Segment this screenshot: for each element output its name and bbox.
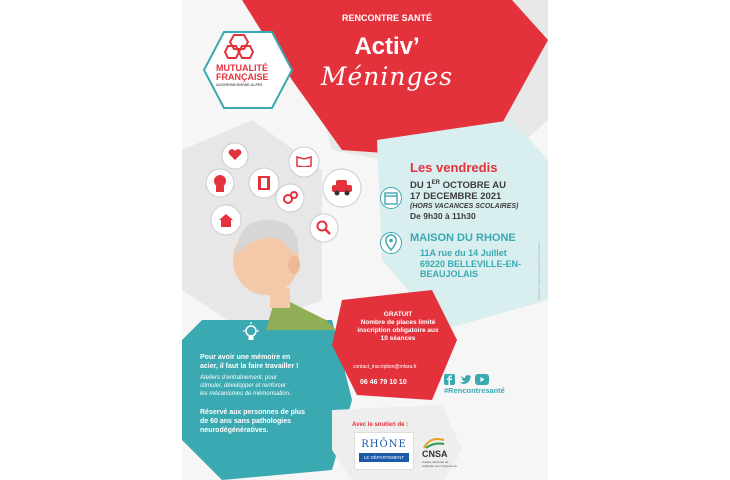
headline-line1: Pour avoir une mémoire en <box>200 354 291 361</box>
youtube-icon[interactable] <box>475 374 489 385</box>
cnsa-logo <box>418 436 474 470</box>
left-panel-text <box>200 353 335 435</box>
logo-line3: AUVERGNE-RHÔNE-ALPES <box>216 83 263 87</box>
film-icon <box>256 175 272 191</box>
cnsa-swoosh-icon <box>422 436 446 450</box>
senior-man-illustration <box>216 210 336 330</box>
book-icon <box>296 155 312 167</box>
headline-line2: acier, il faut la faire travailler ! <box>200 363 299 370</box>
rhone-subtitle: LE DÉPARTEMENT <box>359 453 409 462</box>
side-fine-print: Mutualité Française Auvergne-Rhône-Alpes <box>537 241 541 300</box>
cnsa-subtitle-line1: Caisse nationale de <box>422 460 449 464</box>
car-icon <box>330 178 354 196</box>
date-from: DU 1 <box>410 180 432 192</box>
pricing-info <box>344 311 452 343</box>
date-line3: (HORS VACANCES SCOLAIRES) <box>410 203 519 211</box>
lightbulb-icon <box>242 322 260 344</box>
social-icons <box>444 374 498 386</box>
event-dates <box>410 178 518 222</box>
date-line1 <box>410 178 518 191</box>
venue-name: MAISON DU RHONE <box>410 232 516 244</box>
audience-line3: neurodégénératives. <box>200 427 269 434</box>
audience-line2: de 60 ans sans pathologies <box>200 418 292 425</box>
twitter-icon[interactable] <box>459 374 471 385</box>
date-suffix: ER <box>431 180 440 186</box>
contact-email[interactable]: contact_inscription@mfara.fr <box>353 364 417 370</box>
date-line2: 17 DECEMBRE 2021 <box>410 191 502 203</box>
facebook-icon[interactable] <box>444 374 455 385</box>
title-main: Activ’ <box>354 33 420 60</box>
logo-line2: FRANÇAISE <box>216 72 269 82</box>
hashtag: #Rencontresanté <box>444 386 505 395</box>
title-script: Méninges <box>320 62 454 91</box>
event-time: De 9h30 à 11h30 <box>410 211 476 222</box>
cnsa-name: CNSA <box>422 449 448 459</box>
poster <box>182 0 548 480</box>
logo-line1: MUTUALITÉ <box>216 63 268 73</box>
rhone-logo <box>354 432 414 470</box>
day-label: Les vendredis <box>410 160 498 175</box>
cnsa-subtitle <box>422 460 457 468</box>
venue-address-line3: BEAUJOLAIS <box>420 269 479 279</box>
person-head-icon <box>212 174 228 192</box>
logo-text <box>216 64 280 88</box>
support-label: Avec le soutien de : <box>352 422 409 428</box>
pricing-line1: Nombre de places limité <box>360 319 436 326</box>
venue-address-line1: 11A rue du 14 Juillet <box>420 248 507 258</box>
gears-icon <box>282 190 298 206</box>
pricing-line3: 10 séances <box>380 335 416 342</box>
venue-address-line2: 69220 BELLEVILLE-EN- <box>420 258 522 269</box>
pricing-line2: inscription obligatoire aux <box>357 327 439 334</box>
date-to: OCTOBRE AU <box>440 180 506 192</box>
pricing-label: GRATUIT <box>383 311 413 318</box>
calendar-icon <box>380 187 402 209</box>
sub-line1: Ateliers d’entraînement, pour <box>200 375 278 381</box>
contact-phone[interactable]: 06 46 79 10 10 <box>360 379 407 386</box>
sub-line3: les mécanismes de mémorisation. <box>200 391 291 397</box>
rhone-name: RHÔNE <box>361 439 407 450</box>
cnsa-subtitle-line2: solidarité pour l'autonomie <box>422 464 457 468</box>
venue-address <box>420 248 521 280</box>
mutualite-logo-icon <box>224 34 254 64</box>
event-kicker: RENCONTRE SANTÉ <box>341 13 432 23</box>
audience-line1: Réservé aux personnes de plus <box>200 409 306 416</box>
heart-icon <box>228 148 242 162</box>
location-pin-icon <box>380 232 402 254</box>
sub-line2: stimuler, développer et renforcer <box>200 383 287 389</box>
